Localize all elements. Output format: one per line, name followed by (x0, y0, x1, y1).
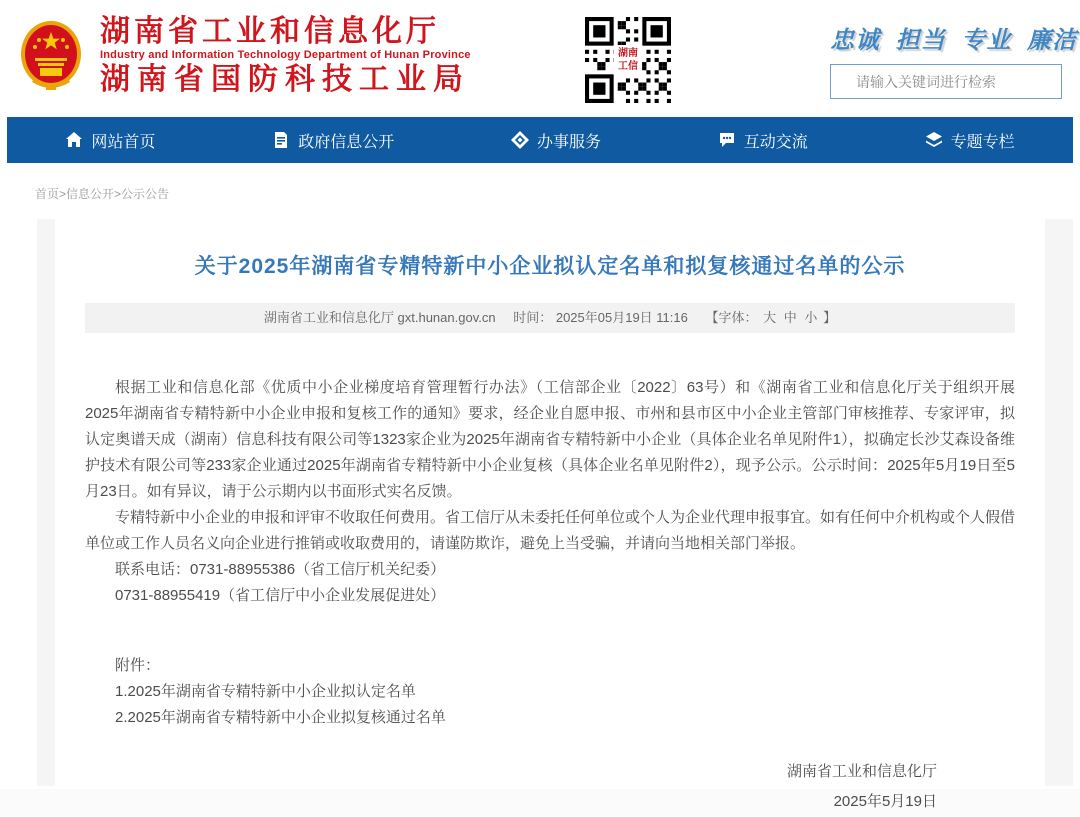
signature-org: 湖南省工业和信息化厅 (786, 763, 937, 780)
meta-time-value: 2025年05月19日 11:16 (555, 310, 688, 325)
nav-item-interaction[interactable] (708, 129, 818, 152)
font-size-medium-button[interactable]: 中 (783, 310, 797, 325)
contact-phone-line-2: 0731-88955419（省工信厅中小企业发展促进处） (115, 587, 446, 604)
article-paragraph: 专精特新中小企业的申报和评审不收取任何费用。省工信厅从未委托任何单位或个人为企业代理申报事宜。如有任何中介机构或个人假借单位或工作人员名义向企业进行推销或收取费用的，请谨防欺诈，避免上当受骗，并请向当地相关部门举报。 (85, 509, 1016, 552)
article-title: 关于2025年湖南省专精特新中小企业拟认定名单和拟复核通过名单的公示 (194, 255, 906, 278)
home-icon (65, 131, 83, 149)
chat-icon (718, 131, 736, 149)
content-backdrop (37, 219, 1073, 810)
qr-code (585, 17, 671, 103)
attachments-section (85, 653, 1015, 731)
nav-item-services[interactable] (501, 129, 611, 152)
nav-item-label: 互动交流 (743, 133, 808, 151)
dept-name-secondary: 湖南省国防科技工业局 (100, 63, 470, 96)
site-header (0, 0, 1080, 117)
dept-name-english: Industry and Information Technology Department of Hunan Province (100, 49, 471, 61)
font-size-large-button[interactable]: 大 (763, 310, 777, 325)
main-nav (7, 117, 1073, 163)
document-icon (272, 131, 290, 149)
meta-time-label: 时间： (513, 310, 553, 325)
nav-item-home[interactable] (55, 129, 165, 152)
attachments-label: 附件： (115, 657, 161, 674)
font-size-small-button[interactable]: 小 (804, 310, 818, 325)
article-card (55, 219, 1045, 810)
nav-item-label: 网站首页 (91, 133, 156, 151)
contact-phone-line-1: 联系电话：0731-88955386（省工信厅机关纪委） (115, 561, 446, 578)
attachment-link-2[interactable]: 2.2025年湖南省专精特新中小企业拟复核通过名单 (115, 709, 446, 726)
article-body (85, 375, 1015, 817)
search-input[interactable] (830, 64, 1062, 99)
qr-center-label: 湖南工信 (614, 45, 642, 75)
meta-font-label: 【字体： (705, 310, 758, 325)
meta-source: 湖南省工业和信息化厅 gxt.hunan.gov.cn (263, 310, 496, 325)
meta-font-label-end: 】 (823, 310, 837, 325)
services-icon (511, 131, 529, 149)
layers-icon (925, 131, 943, 149)
signature-block (85, 757, 1015, 817)
attachment-link-1[interactable]: 1.2025年湖南省专精特新中小企业拟认定名单 (115, 683, 416, 700)
signature-date: 2025年5月19日 (833, 793, 937, 810)
nav-item-gov-info[interactable] (262, 129, 404, 152)
dept-name-primary: 湖南省工业和信息化厅 (100, 15, 440, 48)
brand-text (100, 16, 471, 96)
article-paragraph: 根据工业和信息化部《优质中小企业梯度培育管理暂行办法》（工信部企业〔2022〕63号）和《湖南省工业和信息化厅关于组织开展2025年湖南省专精特新中小企业申报和复核工作的通知》要求，经企业自愿申报、市州和县市区中小企业主管部门审核推荐、专家评审，拟认定奥谱天成（湖南）信息科技有限公司等1323家企业为2025年湖南省专精特新中小企业（具体企业名单见附件1），拟确定长沙艾森设备维护技术有限公司等233家企业通过2025年湖南省专精特新中小企业复核（具体企业名单见附件2），现予公示。公示时间：2025年5月19日至5月23日。如有异议，请于公示期内以书面形式实名反馈。 (85, 379, 1015, 500)
site-logo[interactable] (20, 16, 471, 96)
breadcrumb[interactable]: 首页>信息公开>公示公告 (35, 187, 170, 201)
slogan-text: 忠诚 担当 专业 廉洁 (830, 27, 1078, 54)
nav-item-label: 专题专栏 (950, 133, 1015, 151)
nav-item-label: 办事服务 (536, 133, 601, 151)
national-emblem-icon (20, 20, 82, 92)
nav-item-special-topics[interactable] (915, 129, 1025, 152)
nav-item-label: 政府信息公开 (298, 133, 395, 151)
header-right (830, 20, 1078, 99)
article-meta-bar (85, 303, 1015, 333)
